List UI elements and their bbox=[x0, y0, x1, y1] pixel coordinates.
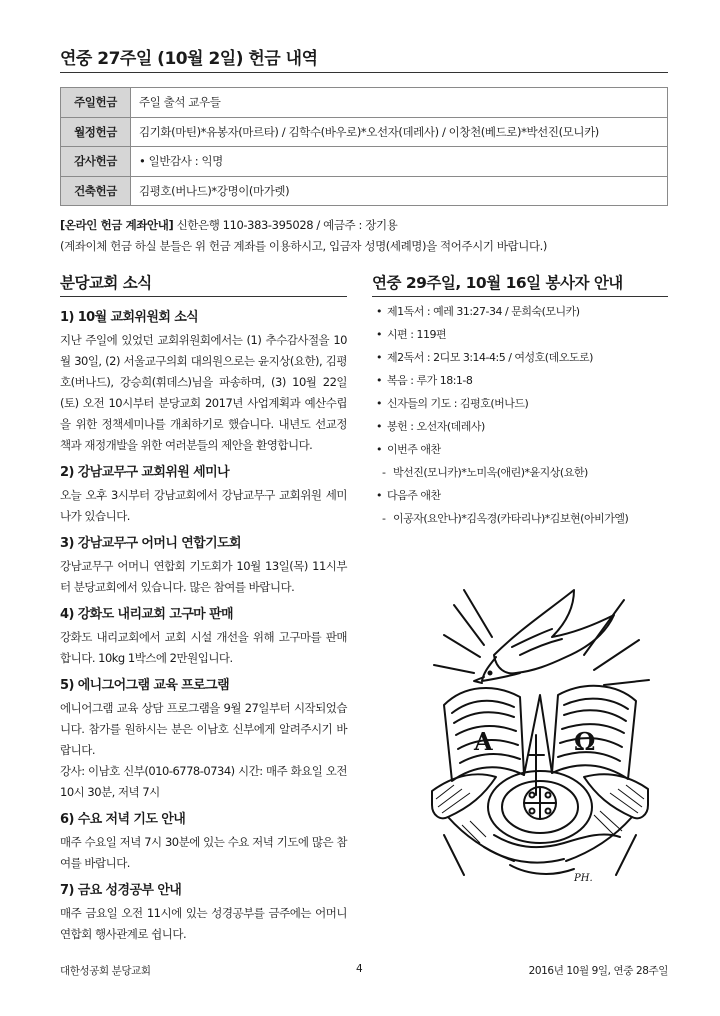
news-item-body: 오늘 오후 3시부터 강남교회에서 강남교무구 교회위원 세미나가 있습니다. bbox=[60, 488, 347, 523]
offering-value: 김기화(마틴)*유봉자(마르타) / 김학수(바우로)*오선자(데레사) / 이창천(베드로)*박선진(모니카) bbox=[131, 117, 668, 147]
offering-row bbox=[61, 176, 668, 206]
alpha-letter: A bbox=[474, 727, 493, 756]
bullet-icon: • bbox=[376, 443, 382, 456]
volunteer-item bbox=[376, 415, 676, 438]
volunteer-item bbox=[376, 392, 676, 415]
news-item-body: 강화도 내리교회에서 교회 시설 개선을 위해 고구마를 판매합니다. 10kg 1박스에 2만원입니다. bbox=[60, 630, 347, 665]
news-item-heading: 5) 에니그어그램 교육 프로그램 bbox=[60, 678, 230, 693]
online-account-note: (계좌이체 헌금 하실 분들은 위 헌금 계좌를 이용하시고, 입금자 성명(세례명)을 적어주시기 바랍니다.) bbox=[60, 239, 548, 253]
news-item-heading: 7) 금요 성경공부 안내 bbox=[60, 883, 182, 898]
volunteer-item bbox=[376, 484, 676, 507]
bullet-icon: • bbox=[376, 374, 382, 387]
news-item-heading: 1) 10월 교회위원회 소식 bbox=[60, 310, 199, 325]
bullet-icon: • bbox=[376, 397, 382, 410]
volunteer-list bbox=[376, 300, 676, 530]
news-item bbox=[60, 305, 347, 456]
news-item-body: 강사: 이남호 신부(010-6778-0734) 시간: 매주 화요일 오전 10시 30분, 저녁 7시 bbox=[60, 764, 347, 799]
footer-date: 2016년 10월 9일, 연중 28주일 bbox=[528, 965, 668, 977]
bullet-icon: - bbox=[382, 512, 386, 525]
news-item bbox=[60, 807, 347, 874]
artist-signature: PH. bbox=[574, 873, 593, 884]
volunteer-item bbox=[376, 346, 676, 369]
volunteer-sub-item bbox=[376, 507, 676, 530]
news-item bbox=[60, 602, 347, 669]
bullet-icon: • bbox=[376, 351, 382, 364]
parish-news-rule bbox=[60, 296, 347, 297]
parish-news-list bbox=[60, 305, 347, 949]
online-account-label: [온라인 헌금 계좌안내] bbox=[60, 218, 174, 232]
dove-alpha-omega-illustration bbox=[424, 585, 656, 885]
news-item-body: 매주 금요일 오전 11시에 있는 성경공부를 금주에는 어머니연합회 행사관계로 쉽니다. bbox=[60, 906, 347, 941]
offering-row bbox=[61, 117, 668, 147]
volunteer-item-text: 제1독서 : 예레 31:27-34 / 문희숙(모니카) bbox=[387, 305, 580, 318]
news-item-body: 지난 주일에 있었던 교회위원회에서는 (1) 추수감사절을 10월 30일, (2) 서울교구의회 대의원으로는 윤지상(요한), 김평호(버나드), 강승희(휘데스)님을 파송하며, (3) 10월 22일(토) 오전 10시부터 분당교회 2017년 사업계획과 예산수립을 위한 정책세미나를 개최하기로 했습니다. 내년도 선교정책과 재정개발을 위한 여러분들의 제안을 환영합니다. bbox=[60, 333, 347, 452]
volunteer-item bbox=[376, 300, 676, 323]
online-account-info bbox=[60, 215, 547, 257]
news-item-body: 에니어그램 교육 상담 프로그램을 9월 27일부터 시작되었습니다. 참가를 원하시는 분은 이남호 신부에게 알려주시기 바랍니다. bbox=[60, 701, 347, 757]
offering-value: 김평호(버나드)*강명이(마가렛) bbox=[131, 176, 668, 206]
bulletin-page bbox=[60, 0, 670, 1016]
volunteer-item bbox=[376, 369, 676, 392]
dove-alpha-omega-chalice-illustration-icon bbox=[424, 585, 656, 885]
online-account-number: 신한은행 110-383-395028 / 예금주 : 장기용 bbox=[173, 218, 398, 232]
footer-church-name: 대한성공회 분당교회 bbox=[60, 965, 151, 977]
bullet-icon: - bbox=[382, 466, 386, 479]
news-item-body: 매주 수요일 저녁 7시 30분에 있는 수요 저녁 기도에 많은 참여를 바랍니다. bbox=[60, 835, 347, 870]
bullet-icon: • bbox=[376, 305, 382, 318]
volunteer-item-text: 복음 : 루가 18:1-8 bbox=[387, 374, 473, 387]
volunteer-item-text: 봉헌 : 오선자(데레사) bbox=[387, 420, 485, 433]
footer-page-number: 4 bbox=[356, 963, 363, 975]
offering-label: 건축헌금 bbox=[61, 176, 131, 206]
volunteer-item bbox=[376, 438, 676, 461]
volunteer-item bbox=[376, 323, 676, 346]
offering-title: 연중 27주일 (10월 2일) 헌금 내역 bbox=[60, 49, 318, 69]
news-item bbox=[60, 878, 347, 945]
offering-label: 월정헌금 bbox=[61, 117, 131, 147]
news-item-heading: 6) 수요 저녁 기도 안내 bbox=[60, 812, 186, 827]
volunteer-rule bbox=[372, 296, 668, 297]
volunteer-item-text: 이번주 애찬 bbox=[387, 443, 441, 456]
parish-news-title: 분당교회 소식 bbox=[60, 274, 152, 292]
news-item bbox=[60, 673, 347, 803]
volunteer-item-text: 박선진(모니카)*노미옥(애린)*윤지상(요한) bbox=[393, 466, 588, 479]
offering-value: • 일반감사 : 익명 bbox=[131, 147, 668, 177]
news-item bbox=[60, 460, 347, 527]
news-item bbox=[60, 531, 347, 598]
offering-label: 감사헌금 bbox=[61, 147, 131, 177]
volunteer-item-text: 이공자(요안나)*김옥경(카타리나)*김보현(아비가엘) bbox=[393, 512, 629, 525]
title-rule bbox=[60, 72, 668, 73]
bullet-icon: • bbox=[376, 420, 382, 433]
news-item-heading: 2) 강남교무구 교회위원 세미나 bbox=[60, 465, 230, 480]
volunteer-item-text: 제2독서 : 2디모 3:14-4:5 / 여성호(데오도로) bbox=[387, 351, 593, 364]
volunteer-sub-item bbox=[376, 461, 676, 484]
bullet-icon: • bbox=[376, 328, 382, 341]
omega-letter: Ω bbox=[574, 727, 596, 756]
volunteer-item-text: 시편 : 119편 bbox=[387, 328, 447, 341]
bullet-icon: • bbox=[376, 489, 382, 502]
news-item-heading: 3) 강남교무구 어머니 연합기도회 bbox=[60, 536, 242, 551]
offering-table bbox=[60, 87, 668, 206]
news-item-heading: 4) 강화도 내리교회 고구마 판매 bbox=[60, 607, 233, 622]
news-item-body: 강남교무구 어머니 연합회 기도회가 10월 13일(목) 11시부터 분당교회에서 있습니다. 많은 참여를 바랍니다. bbox=[60, 559, 347, 594]
offering-row bbox=[61, 88, 668, 118]
volunteer-item-text: 다음주 애찬 bbox=[387, 489, 441, 502]
volunteer-item-text: 신자들의 기도 : 김평호(버나드) bbox=[387, 397, 529, 410]
offering-value: 주일 출석 교우들 bbox=[131, 88, 668, 118]
offering-label: 주일헌금 bbox=[61, 88, 131, 118]
offering-row bbox=[61, 147, 668, 177]
volunteer-title: 연중 29주일, 10월 16일 봉사자 안내 bbox=[372, 274, 623, 292]
